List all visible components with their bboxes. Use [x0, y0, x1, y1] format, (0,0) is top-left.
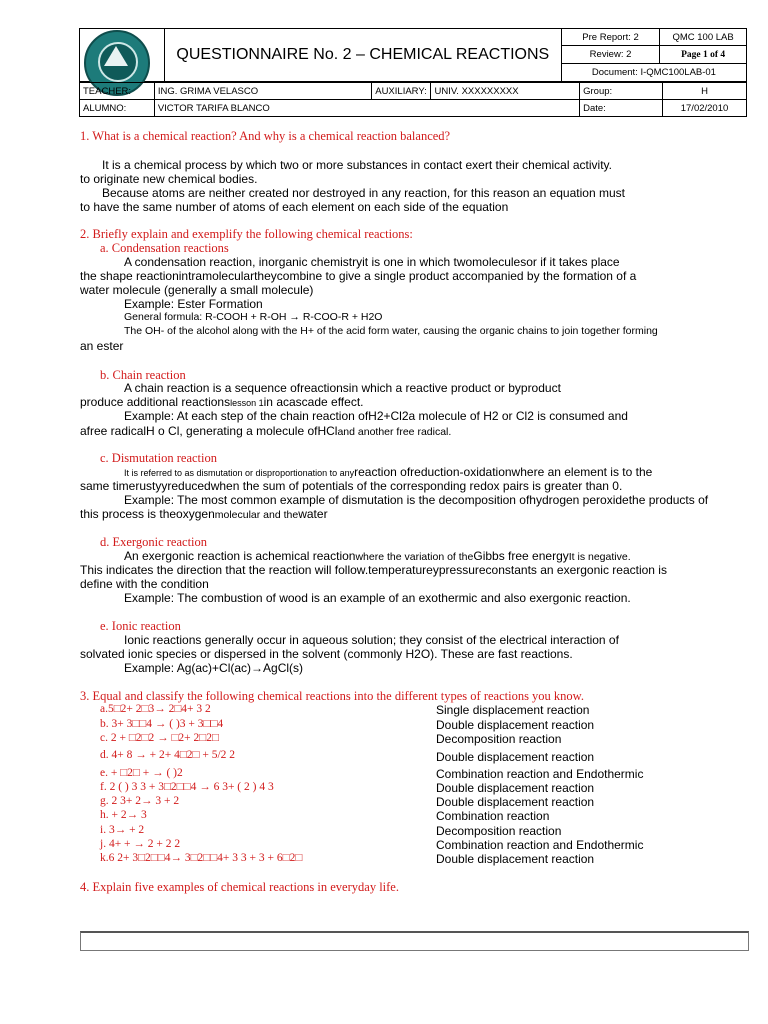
page-title: QUESTIONNAIRE No. 2 – CHEMICAL REACTIONS [164, 29, 561, 82]
auxiliary-label: AUXILIARY: [372, 83, 431, 100]
reaction-type-e: Combination reaction and Endothermic [436, 767, 644, 781]
reaction-type-h: Combination reaction [436, 809, 550, 823]
answer-text: reaction ofreduction-oxidationwhere an element is to the [354, 465, 653, 479]
lab-name: QMC 100 LAB [660, 29, 747, 46]
reaction-type-i: Decomposition reaction [436, 824, 562, 838]
answer-text: An exergonic reaction is achemical reaction [124, 549, 356, 563]
answer-line: A chain reaction is a sequence ofreactionsin which a reactive product or byproduct [124, 381, 561, 395]
date-label: Date: [580, 100, 663, 117]
group-value: H [663, 83, 747, 100]
equation-h: h. + 2→ 3 [100, 809, 147, 821]
equation-k: k.6 2+ 3□2□□4→ 3□2□□4+ 3 3 + 3 + 6□2□ [100, 852, 303, 864]
answer-line: water molecule (generally a small molecule) [80, 283, 314, 297]
equation-j: j. 4+ + → 2 + 2 2 [100, 838, 181, 850]
document-code: Document: I-QMC100LAB-01 [561, 64, 746, 82]
answer-line: define with the condition [80, 577, 209, 591]
answer-box [80, 931, 749, 951]
question-4: 4. Explain five examples of chemical reactions in everyday life. [80, 880, 399, 894]
answer-line: same timerustyyreducedwhen the sum of potentials of the corresponding redox pairs is greater than 0. [80, 479, 623, 493]
answer-line [80, 424, 451, 438]
answer-line: solvated ionic species or dispersed in the solvent (commonly H2O). These are fast reactions. [80, 647, 573, 661]
section-b-title: b. Chain reaction [100, 368, 186, 382]
auxiliary-value: UNIV. XXXXXXXXX [431, 83, 580, 100]
answer-line: Example: The most common example of dismutation is the decomposition ofhydrogen peroxidethe products of [124, 493, 709, 507]
section-a-title: a. Condensation reactions [100, 241, 229, 255]
answer-text: and another free radical. [337, 426, 452, 438]
answer-line: the shape reactionintramoleculartheycombine to give a single product accompanied by the formation of a [80, 269, 637, 283]
answer-text: lesson 1 [230, 398, 264, 408]
reaction-type-c: Decomposition reaction [436, 732, 562, 746]
reaction-type-b: Double displacement reaction [436, 718, 595, 732]
reaction-type-a: Single displacement reaction [436, 703, 590, 717]
teacher-label: TEACHER: [80, 83, 155, 100]
answer-line [80, 395, 363, 409]
answer-line [124, 465, 652, 479]
answer-text: afree radicalH o Cl, generating a molecule ofHCl [80, 424, 338, 438]
equation-c: c. 2 + □2□2 → □2+ 2□2□ [100, 732, 219, 744]
question-2: 2. Briefly explain and exemplify the following chemical reactions: [80, 227, 413, 241]
answer-text: this process is theoxygen [80, 507, 215, 521]
answer-line: General formula: R-COOH + R-OH → R-COO-R + H2O [124, 311, 383, 323]
q1-answer-line: to originate new chemical bodies. [80, 172, 258, 186]
question-1: 1. What is a chemical reaction? And why is a chemical reaction balanced? [80, 129, 451, 143]
answer-line: Example: Ag(ac)+Cl(ac)→AgCl(s) [124, 661, 304, 675]
answer-line: Example: The combustion of wood is an example of an exothermic and also exergonic reaction. [124, 591, 631, 605]
answer-text: in acascade effect. [263, 395, 364, 409]
answer-line: This indicates the direction that the reaction will follow.temperatureypressureconstants an exergonic reaction is [80, 563, 667, 577]
header-table [79, 28, 747, 82]
equation-e: e. + □2□ + → ( )2 [100, 767, 183, 779]
answer-text: produce additional reactions [80, 395, 231, 409]
reaction-type-j: Combination reaction and Endothermic [436, 838, 644, 852]
answer-line: Example: At each step of the chain reaction ofH2+Cl2a molecule of H2 or Cl2 is consumed and [124, 409, 628, 423]
answer-line: an ester [80, 339, 124, 353]
group-label: Group: [580, 83, 663, 100]
student-label: ALUMNO: [80, 100, 155, 117]
reaction-type-g: Double displacement reaction [436, 795, 595, 809]
student-name: VICTOR TARIFA BLANCO [154, 100, 579, 117]
answer-line: A condensation reaction, inorganic chemistryit is one in which twomoleculesor if it takes place [124, 255, 620, 269]
answer-line: Ionic reactions generally occur in aqueous solution; they consist of the electrical interaction of [124, 633, 619, 647]
question-3: 3. Equal and classify the following chemical reactions into the different types of reactions you know. [80, 689, 585, 703]
answer-line [124, 549, 631, 563]
answer-line: The OH- of the alcohol along with the H+ of the acid form water, causing the organic chains to join together forming [124, 325, 658, 337]
answer-text: It is negative. [568, 551, 631, 563]
reaction-type-k: Double displacement reaction [436, 852, 595, 866]
q1-answer-line: Because atoms are neither created nor destroyed in any reaction, for this reason an equation must [102, 186, 625, 200]
equation-g: g. 2 3+ 2→ 3 + 2 [100, 795, 180, 807]
section-e-title: e. Ionic reaction [100, 619, 181, 633]
q1-answer-line: It is a chemical process by which two or more substances in contact exert their chemical activity. [102, 158, 612, 172]
answer-text: where the variation of the [355, 551, 474, 563]
pre-report: Pre Report: 2 [561, 29, 659, 46]
date-value: 17/02/2010 [663, 100, 747, 117]
q1-answer-line: to have the same number of atoms of each element on each side of the equation [80, 200, 509, 214]
info-table [79, 82, 747, 117]
answer-text: molecular and the [214, 509, 299, 521]
equation-i: i. 3→ + 2 [100, 824, 145, 836]
review: Review: 2 [561, 46, 659, 64]
reaction-type-f: Double displacement reaction [436, 781, 595, 795]
page-number: Page 1 of 4 [660, 46, 747, 64]
equation-a: a.5□2+ 2□3→ 2□4+ 3 2 [100, 703, 211, 715]
equation-b: b. 3+ 3□□4 → ( )3 + 3□□4 [100, 718, 224, 730]
answer-text: water [298, 507, 328, 521]
section-c-title: c. Dismutation reaction [100, 451, 217, 465]
answer-line [80, 507, 328, 521]
equation-d: d. 4+ 8 → + 2+ 4□2□ + 5/2 2 [100, 749, 236, 761]
section-d-title: d. Exergonic reaction [100, 535, 208, 549]
answer-text: It is referred to as dismutation or disproportionation to any [124, 468, 355, 478]
answer-text: Gibbs free energy [473, 549, 569, 563]
answer-line: Example: Ester Formation [124, 297, 263, 311]
equation-f: f. 2 ( ) 3 3 + 3□2□□4 → 6 3+ ( 2 ) 4 3 [100, 781, 274, 793]
teacher-name: ING. GRIMA VELASCO [154, 83, 371, 100]
reaction-type-d: Double displacement reaction [436, 750, 595, 764]
logo-triangle-icon [104, 46, 128, 66]
